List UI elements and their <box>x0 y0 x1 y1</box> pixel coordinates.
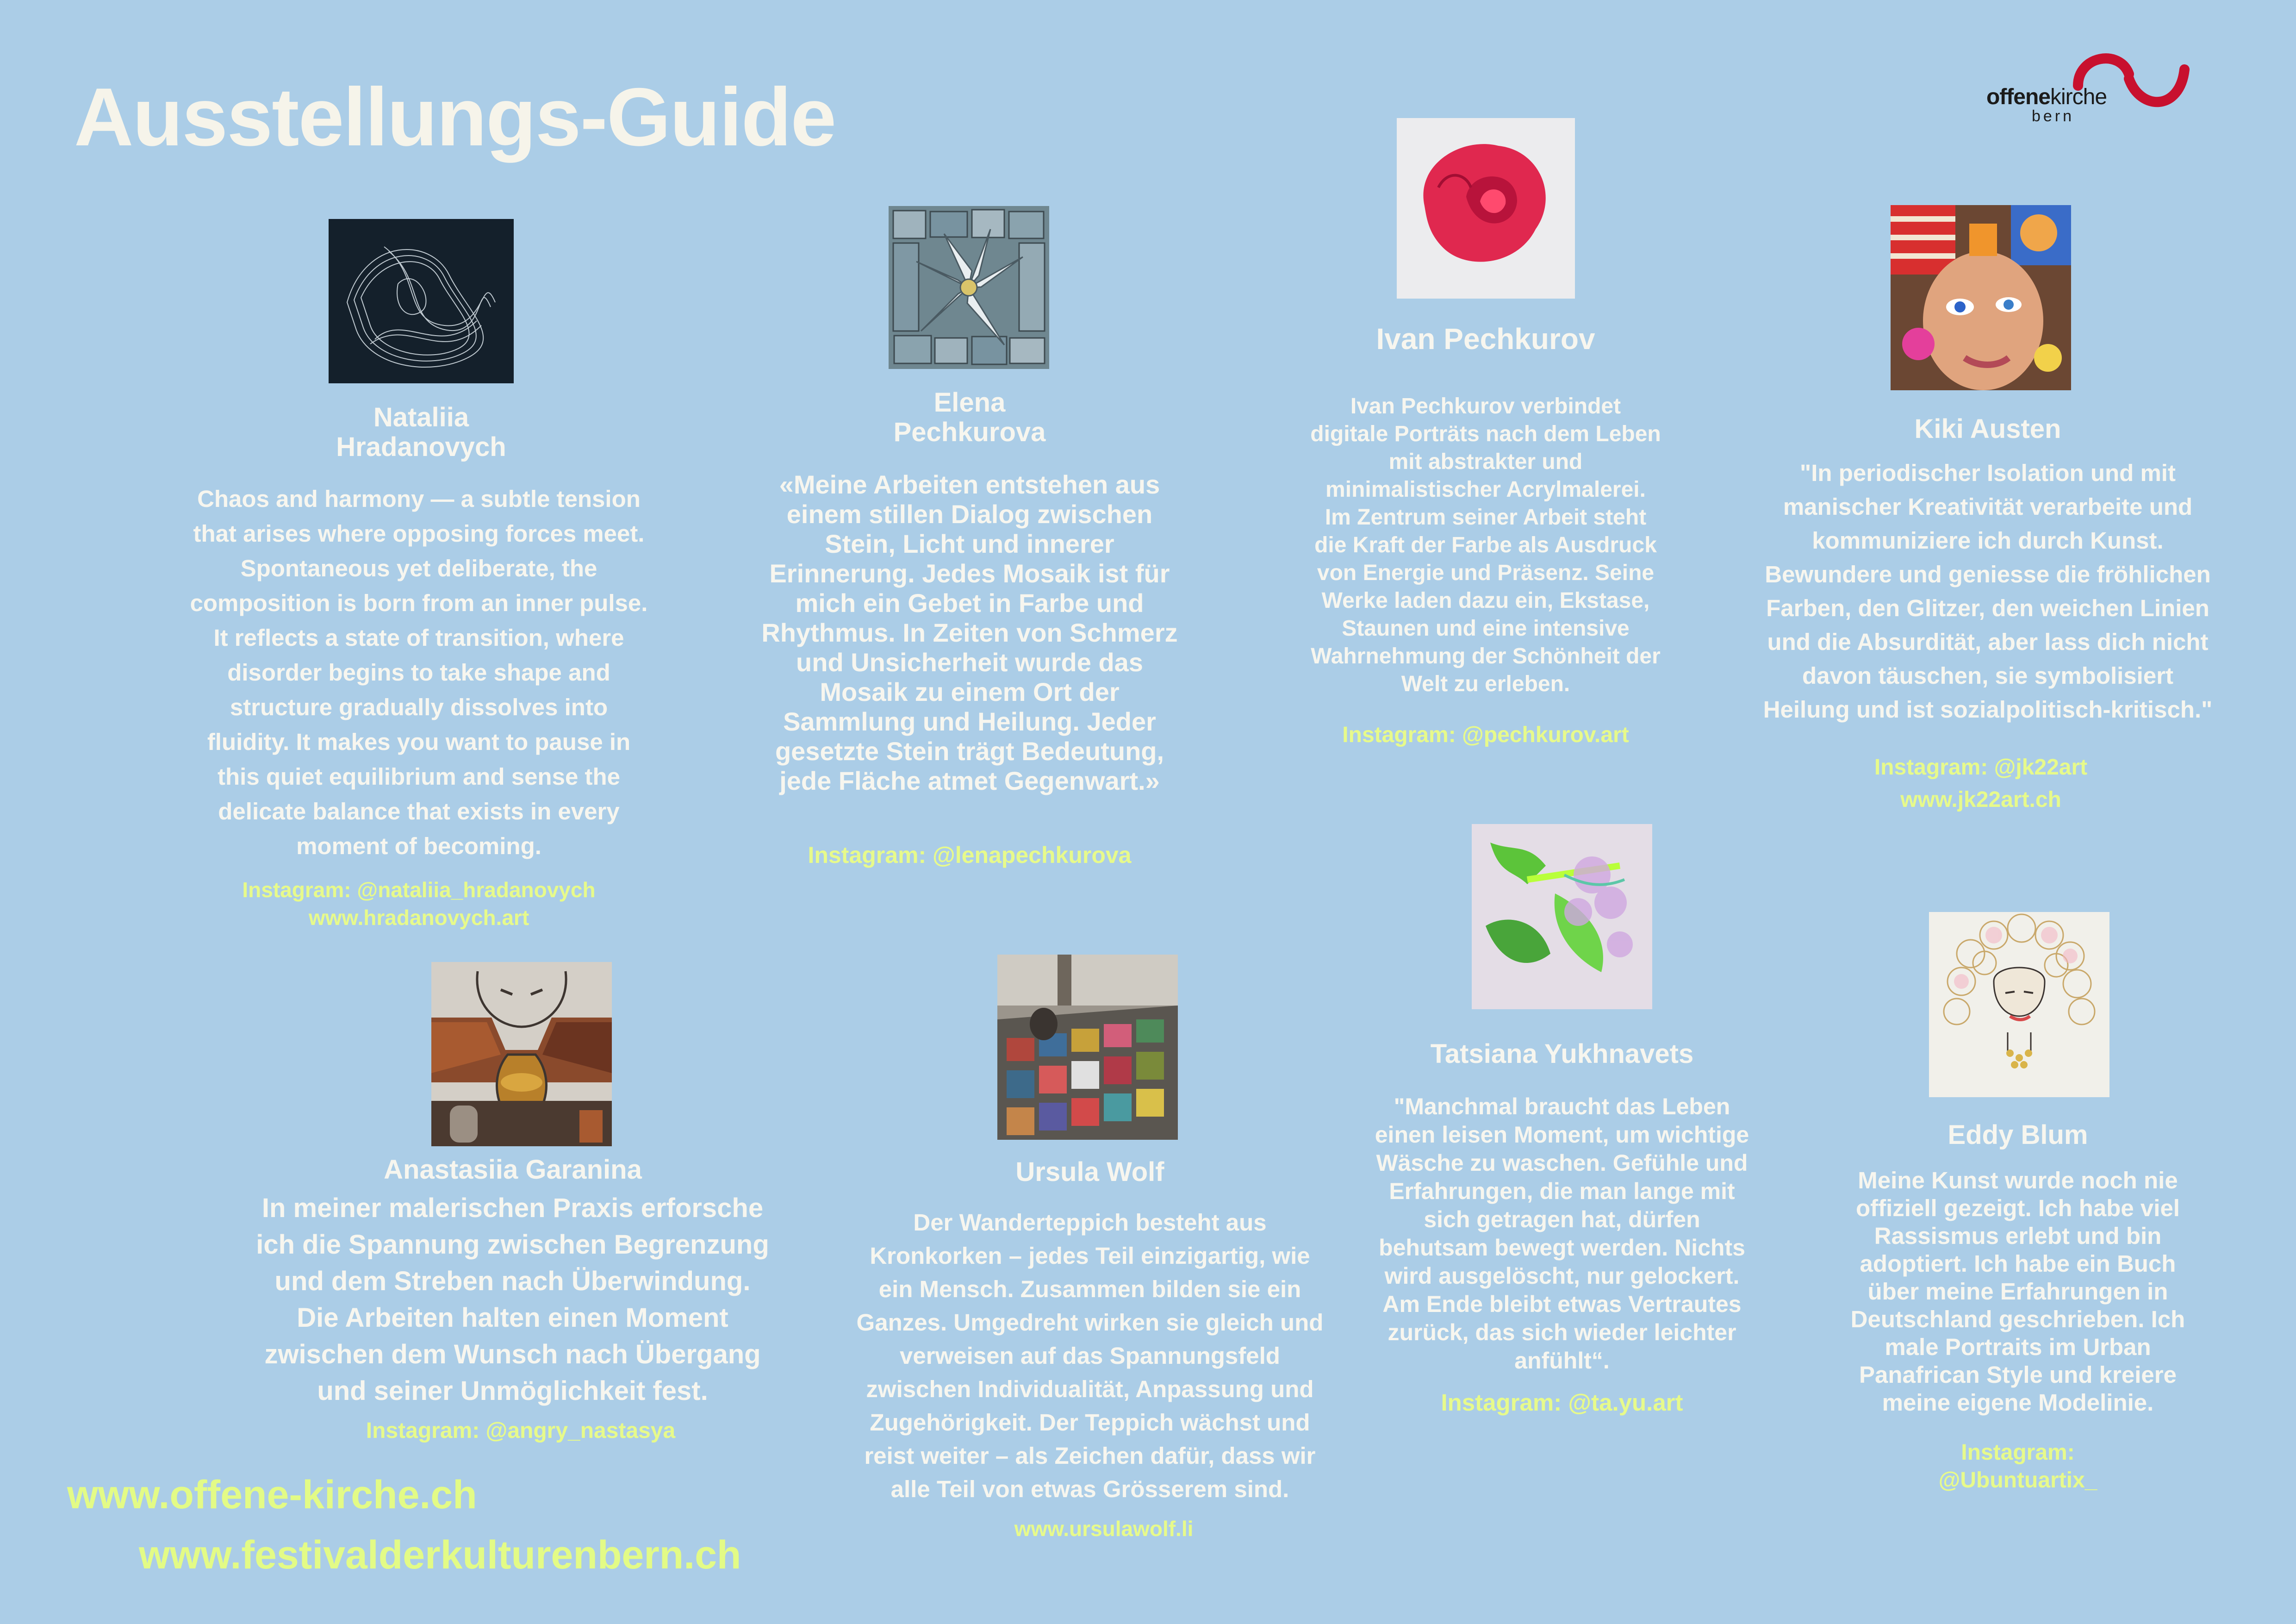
artwork-image <box>1472 824 1652 1009</box>
artist-statement: Chaos and harmony — a subtle tension that arises where opposing forces meet. Spontaneous yet deliberate, the composition is born from an inner pulse. It reflects a state of transition, where disorder begins to take shape and structure gradually dissolves into fluidity. It makes you want to pause in this quiet equilibrium and sense the delicate balance that exists in every moment of becoming. <box>190 486 648 859</box>
artist-statement: In meiner malerischen Praxis erforsche ich die Spannung zwischen Begrenzung und dem Streben nach Überwindung. Die Arbeiten halten einen Moment zwischen dem Wunsch nach Übergang und seiner Unmöglichkeit fest. <box>256 1193 769 1406</box>
instagram-handle[interactable]: @Ubuntuartix_ <box>1938 1468 2097 1493</box>
artist-statement: "In periodischer Isolation und mit manischer Kreativität verarbeite und kommuniziere ich durch Kunst. Bewundere und geniesse die fröhlichen Farben, den Glitzer, den weichen Linien und die Absurdität, aber lass dich nicht davon täuschen, sie symbolisiert Heilung und ist sozialpolitisch-kritisch." <box>1763 460 2213 723</box>
footer-link-festival[interactable]: www.festivalderkulturenbern.ch <box>139 1533 741 1577</box>
artwork-image <box>1891 205 2071 390</box>
logo-city: bern <box>2032 107 2075 125</box>
instagram-link[interactable]: Instagram: @ta.yu.art <box>1441 1389 1683 1416</box>
artist-name: Eddy Blum <box>1948 1120 2088 1150</box>
collage-portrait-icon <box>1891 205 2071 390</box>
artwork-image <box>1929 912 2109 1097</box>
page-title: Ausstellungs-Guide <box>74 71 836 163</box>
footer-link-offene-kirche[interactable]: www.offene-kirche.ch <box>67 1473 477 1517</box>
website-link[interactable]: www.jk22art.ch <box>1900 787 2061 812</box>
website-link[interactable]: www.ursulawolf.li <box>1014 1517 1194 1541</box>
instagram-link[interactable]: Instagram: @lenapechkurova <box>808 842 1132 868</box>
artwork-image <box>997 955 1178 1140</box>
stone-mosaic-flower-icon <box>889 206 1049 369</box>
instagram-link[interactable]: Instagram: @jk22art <box>1874 755 2088 780</box>
artist-name: Tatsiana Yukhnavets <box>1430 1039 1694 1069</box>
artist-statement: Der Wanderteppich besteht aus Kronkorken – jedes Teil einzigartig, wie ein Mensch. Zusammen bilden sie ein Ganzes. Umgedreht wirken sie gleich und verweisen auf das Spannungsfeld zwischen Individualität, Anpassung und Zugehörigkeit. Der Teppich wächst und reist weiter – als Zeichen dafür, dass wir alle Teil von etwas Grösserem sind. <box>856 1209 1324 1502</box>
artist-name: Ivan Pechkurov <box>1376 322 1595 356</box>
instagram-link[interactable]: Instagram: @angry_nastasya <box>366 1418 676 1443</box>
offene-kirche-logo <box>1981 42 2194 130</box>
artist-statement: Ivan Pechkurov verbindet digitale Porträts nach dem Leben mit abstrakter und minimalistischer Acrylmalerei. Im Zentrum seiner Arbeit steht die Kraft der Farbe als Ausdruck von Energie und Präsenz. Seine Werke laden dazu ein, Ekstase, Staunen und eine intensive Wahrnehmung der Schönheit der Welt zu erleben. <box>1310 394 1661 696</box>
green-foil-artwork-icon <box>1472 824 1652 1009</box>
figure-with-vase-painting-icon <box>431 962 612 1146</box>
instagram-link[interactable]: Instagram: @nataliia_hradanovych <box>242 878 596 902</box>
artist-name: Nataliia Hradanovych <box>336 402 506 462</box>
logo-wordmark: offenekirche <box>1986 85 2107 109</box>
artwork-image <box>431 962 612 1146</box>
artist-name: Anastasiia Garanina <box>384 1155 642 1185</box>
artwork-image <box>889 206 1049 369</box>
portrait-with-floral-hair-icon <box>1929 912 2109 1097</box>
artwork-image <box>329 219 514 383</box>
artist-name: Ursula Wolf <box>1015 1157 1164 1187</box>
website-link[interactable]: www.hradanovych.art <box>308 906 529 930</box>
artist-statement: Meine Kunst wurde noch nie offiziell gezeigt. Ich habe viel Rassismus erlebt und bin adoptiert. Ich habe ein Buch über meine Erfahrungen in Deutschland geschrieben. Ich male Portraits im Urban Panafrican Style und kreiere meine eigene Modelinie. <box>1850 1167 2185 1416</box>
artist-statement: «Meine Arbeiten entstehen aus einem stillen Dialog zwischen Stein, Licht und innerer Erinnerung. Jedes Mosaik ist für mich ein Gebet in Farbe und Rhythmus. In Zeiten von Schmerz und Unsicherheit wurde das Mosaik zu einem Ort der Sammlung und Heilung. Jeder gesetzte Stein trägt Bedeutung, jede Fläche atmet Gegenwart.» <box>761 470 1178 795</box>
artwork-image <box>1397 118 1575 299</box>
artist-name: Elena Pechkurova <box>893 387 1046 447</box>
instagram-link[interactable]: Instagram: @pechkurov.art <box>1342 723 1629 747</box>
red-flower-painting-icon <box>1397 118 1575 299</box>
artist-name: Kiki Austen <box>1914 414 2061 444</box>
abstract-line-drawing-icon <box>329 219 514 383</box>
instagram-link[interactable]: Instagram: <box>1961 1440 2075 1465</box>
bottle-cap-carpet-photo-icon <box>997 955 1178 1140</box>
artist-statement: "Manchmal braucht das Leben einen leisen Moment, um wichtige Wäsche zu waschen. Gefühle und Erfahrungen, die man lange mit sich getragen hat, dürfen behutsam bewegt werden. Nichts wird ausgelöscht, nur gelockert. Am Ende bleibt etwas Vertrautes zurück, das sich wieder leichter anfühlt“. <box>1375 1093 1749 1374</box>
